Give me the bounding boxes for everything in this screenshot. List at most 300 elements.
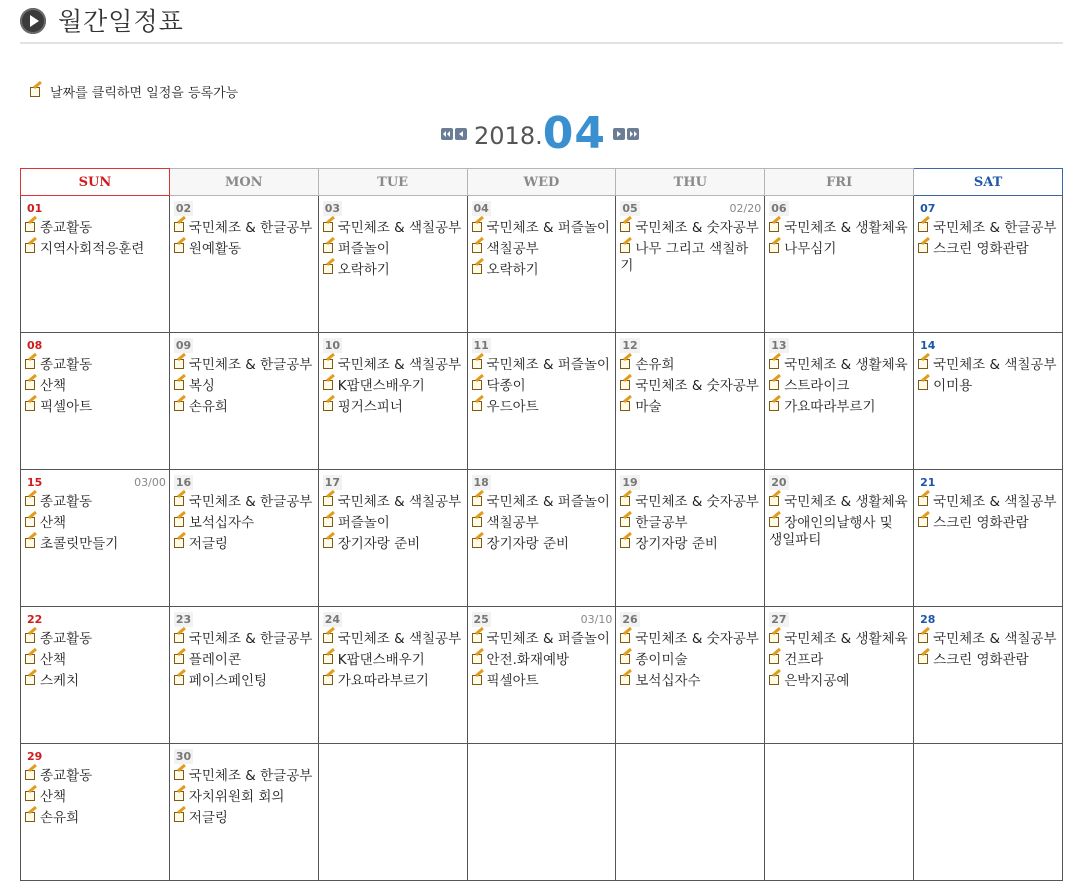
memo-pencil-icon [174, 632, 188, 644]
lunar-date: 02/20 [729, 202, 762, 215]
day-cell-header [174, 748, 315, 766]
day-cell-header [323, 611, 464, 629]
memo-pencil-icon [769, 495, 783, 507]
day-cell[interactable] [467, 333, 616, 470]
event-item[interactable] [25, 220, 166, 237]
day-number-link[interactable]: 14 [920, 339, 936, 352]
event-title: 종교활동 [40, 494, 93, 510]
event-item[interactable] [323, 220, 464, 237]
memo-pencil-icon [918, 632, 932, 644]
day-number-link[interactable]: 17 [324, 476, 340, 489]
calendar-week-row [21, 333, 1063, 470]
event-title: 장기자랑 준비 [635, 536, 718, 552]
event-item[interactable] [769, 378, 910, 395]
event-item[interactable] [323, 262, 464, 279]
registration-hint [30, 82, 238, 101]
day-number-link[interactable]: 27 [771, 613, 787, 626]
empty-day-cell [914, 744, 1063, 881]
event-item[interactable] [472, 262, 613, 279]
memo-pencil-icon [25, 242, 39, 254]
memo-pencil-icon [472, 495, 486, 507]
event-title: 종교활동 [40, 220, 93, 236]
memo-pencil-icon [620, 653, 634, 665]
event-item[interactable] [472, 673, 613, 690]
event-title: 색칠공부 [486, 241, 539, 257]
memo-pencil-icon [620, 495, 634, 507]
event-item[interactable] [174, 357, 315, 374]
day-cell[interactable] [914, 333, 1063, 470]
day-number-link[interactable]: 25 [473, 613, 489, 626]
event-item[interactable] [918, 652, 1059, 669]
event-item[interactable] [769, 357, 910, 374]
day-number-link[interactable]: 28 [920, 613, 936, 626]
next-month-icon[interactable] [613, 128, 625, 140]
event-item[interactable] [25, 515, 166, 532]
event-item[interactable] [472, 494, 613, 511]
memo-pencil-icon [769, 358, 783, 370]
event-item[interactable] [620, 494, 761, 511]
event-item[interactable] [769, 399, 910, 416]
event-item[interactable] [25, 673, 166, 690]
event-title: 오락하기 [337, 262, 390, 278]
memo-pencil-icon [174, 811, 188, 823]
memo-pencil-icon [472, 221, 486, 233]
event-item[interactable] [25, 378, 166, 395]
event-title: 스크린 영화관람 [933, 652, 1029, 668]
memo-pencil-icon [25, 769, 39, 781]
memo-pencil-icon [769, 400, 783, 412]
event-item[interactable] [472, 631, 613, 648]
day-number-link[interactable]: 30 [175, 750, 192, 763]
event-title: 스크린 영화관람 [933, 515, 1029, 531]
play-circle-icon [20, 8, 46, 34]
day-cell-header [769, 474, 910, 492]
day-cell-header [323, 337, 464, 355]
event-title: 국민체조 & 색칠공부 [933, 631, 1057, 647]
day-number-link[interactable]: 09 [175, 339, 192, 352]
day-cell[interactable] [169, 196, 318, 333]
event-title: 이미용 [933, 378, 973, 394]
event-title: 마술 [635, 399, 662, 415]
event-title: 지역사회적응훈련 [40, 241, 145, 257]
day-cell[interactable] [616, 333, 765, 470]
day-cell[interactable] [616, 196, 765, 333]
memo-pencil-icon [174, 790, 188, 802]
event-item[interactable] [918, 631, 1059, 648]
month-navigation [0, 108, 1080, 159]
day-number-link[interactable]: 12 [622, 339, 638, 352]
memo-pencil-icon [620, 221, 634, 233]
memo-pencil-icon [472, 653, 486, 665]
day-number-link[interactable]: 29 [27, 750, 43, 763]
event-title: 스트라이크 [784, 378, 850, 394]
event-item[interactable] [620, 673, 761, 690]
memo-pencil-icon [25, 221, 39, 233]
day-number-link[interactable]: 26 [622, 613, 638, 626]
memo-pencil-icon [918, 221, 932, 233]
memo-pencil-icon [25, 516, 39, 528]
event-item[interactable] [620, 515, 761, 532]
event-item[interactable] [323, 357, 464, 374]
memo-pencil-icon [620, 674, 634, 686]
event-item[interactable] [25, 399, 166, 416]
event-item[interactable] [323, 241, 464, 258]
memo-pencil-icon [323, 263, 337, 275]
day-cell-header [25, 748, 166, 766]
event-title: 나무심기 [784, 241, 837, 257]
event-title: 손유희 [40, 810, 80, 826]
memo-pencil-icon [323, 632, 337, 644]
event-title: 스크린 영화관람 [933, 241, 1029, 257]
next-year-icon[interactable] [627, 128, 639, 140]
event-title: 국민체조 & 한글공부 [188, 631, 313, 647]
event-title: 우드아트 [486, 399, 539, 415]
memo-pencil-icon [323, 516, 337, 528]
day-cell[interactable] [765, 470, 914, 607]
lunar-date: 03/10 [580, 613, 613, 626]
weekday-header: SUN [21, 169, 170, 196]
day-cell-header [25, 474, 166, 492]
memo-pencil-icon [323, 221, 337, 233]
memo-pencil-icon [174, 674, 188, 686]
day-cell-header [25, 337, 166, 355]
event-title: 플레이콘 [188, 652, 242, 668]
day-cell[interactable] [914, 470, 1063, 607]
event-title: 국민체조 & 한글공부 [188, 220, 313, 236]
day-cell-header [174, 611, 315, 629]
day-cell[interactable] [169, 744, 318, 881]
event-title: 오락하기 [486, 262, 539, 278]
day-cell[interactable] [318, 333, 467, 470]
weekday-header: THU [616, 169, 765, 196]
event-title: 국민체조 & 퍼즐놀이 [486, 220, 610, 236]
memo-pencil-icon [472, 242, 486, 254]
day-cell[interactable] [318, 470, 467, 607]
event-item[interactable] [769, 241, 910, 258]
event-title: 은박지공예 [784, 673, 850, 689]
current-year: 2018. [474, 121, 543, 150]
day-cell-header [174, 474, 315, 492]
event-item[interactable] [620, 357, 761, 374]
day-cell[interactable] [169, 333, 318, 470]
event-item[interactable] [472, 241, 613, 258]
memo-pencil-icon [918, 358, 932, 370]
event-item[interactable] [918, 241, 1059, 258]
event-title: 나무 그리고 색칠하기 [620, 241, 749, 274]
day-cell[interactable] [765, 196, 914, 333]
event-item[interactable] [620, 220, 761, 237]
day-cell[interactable] [169, 470, 318, 607]
event-item[interactable] [323, 536, 464, 553]
event-item[interactable] [174, 536, 315, 553]
weekday-header: MON [169, 169, 318, 196]
event-title: 국민체조 & 색칠공부 [933, 357, 1057, 373]
event-item[interactable] [323, 673, 464, 690]
event-item[interactable] [323, 399, 464, 416]
event-item[interactable] [472, 220, 613, 237]
event-item[interactable] [174, 494, 315, 511]
memo-pencil-icon [769, 632, 783, 644]
event-item[interactable] [323, 378, 464, 395]
memo-pencil-icon [472, 632, 486, 644]
event-item[interactable] [620, 241, 761, 275]
day-cell[interactable] [318, 196, 467, 333]
memo-pencil-icon [25, 495, 39, 507]
event-item[interactable] [323, 515, 464, 532]
event-item[interactable] [323, 652, 464, 669]
event-title: 장기자랑 준비 [486, 536, 570, 552]
day-cell[interactable] [169, 607, 318, 744]
day-number-link[interactable]: 07 [920, 202, 936, 215]
day-cell[interactable] [318, 607, 467, 744]
hint-text: 날짜를 클릭하면 일정을 등록가능 [50, 86, 239, 101]
event-item[interactable] [174, 673, 315, 690]
event-item[interactable] [472, 399, 613, 416]
day-cell[interactable] [616, 607, 765, 744]
event-title: 장애인의날행사 및 생일파티 [769, 515, 893, 548]
page-header [20, 0, 1063, 44]
event-item[interactable] [25, 357, 166, 374]
memo-pencil-icon [174, 495, 188, 507]
calendar-body [21, 196, 1063, 881]
event-title: 국민체조 & 퍼즐놀이 [486, 631, 610, 647]
event-item[interactable] [769, 631, 910, 648]
weekday-header: FRI [765, 169, 914, 196]
event-title: 국민체조 & 색칠공부 [337, 220, 462, 236]
event-item[interactable] [25, 768, 166, 785]
event-item[interactable] [25, 631, 166, 648]
event-item[interactable] [25, 536, 166, 553]
day-number-link[interactable]: 10 [324, 339, 340, 352]
event-title: 산책 [40, 652, 67, 668]
event-item[interactable] [472, 357, 613, 374]
event-title: 국민체조 & 한글공부 [188, 357, 313, 373]
event-item[interactable] [323, 631, 464, 648]
day-cell-header [472, 200, 613, 218]
day-number-link[interactable]: 03 [324, 202, 340, 215]
day-cell[interactable] [467, 196, 616, 333]
memo-pencil-icon [769, 221, 783, 233]
event-title: 가요따라부르기 [337, 673, 429, 689]
lunar-date: 03/00 [134, 476, 166, 489]
event-item[interactable] [918, 515, 1059, 532]
memo-pencil-icon [323, 495, 337, 507]
event-title: 국민체조 & 숫자공부 [635, 631, 759, 647]
day-cell-header [620, 611, 761, 629]
day-number-link[interactable]: 20 [771, 476, 787, 489]
day-cell[interactable] [616, 470, 765, 607]
event-item[interactable] [620, 378, 761, 395]
memo-pencil-icon [472, 537, 486, 549]
event-title: 종교활동 [40, 631, 93, 647]
event-item[interactable] [769, 673, 910, 690]
memo-pencil-icon [174, 379, 188, 391]
event-item[interactable] [769, 220, 910, 237]
event-title: 국민체조 & 생활체육 [784, 631, 908, 647]
memo-pencil-icon [620, 242, 634, 254]
day-number-link[interactable]: 11 [473, 339, 489, 352]
event-title: 손유희 [188, 399, 228, 415]
event-item[interactable] [25, 494, 166, 511]
event-item[interactable] [174, 789, 315, 806]
memo-pencil-icon [323, 653, 337, 665]
day-number-link[interactable]: 02 [175, 202, 192, 215]
event-item[interactable] [25, 241, 166, 258]
event-item[interactable] [918, 220, 1059, 237]
event-item[interactable] [769, 652, 910, 669]
event-item[interactable] [620, 652, 761, 669]
event-title: 보석십자수 [188, 515, 255, 531]
day-number-link[interactable]: 21 [920, 476, 936, 489]
event-title: 저글링 [188, 536, 228, 552]
memo-pencil-icon [620, 400, 634, 412]
day-cell[interactable] [765, 333, 914, 470]
memo-pencil-icon [769, 674, 783, 686]
event-item[interactable] [472, 515, 613, 532]
current-month: 04 [542, 108, 606, 159]
prev-year-icon[interactable] [441, 128, 453, 140]
event-item[interactable] [174, 810, 315, 827]
day-cell-header [25, 200, 166, 218]
day-number-link[interactable]: 05 [622, 202, 638, 215]
empty-day-cell [467, 744, 616, 881]
day-number-link[interactable]: 24 [324, 613, 340, 626]
day-cell[interactable] [21, 607, 170, 744]
memo-pencil-icon [25, 674, 39, 686]
memo-pencil-icon [25, 358, 39, 370]
event-title: 국민체조 & 한글공부 [933, 220, 1057, 236]
event-title: 픽셀아트 [40, 399, 93, 415]
day-cell[interactable] [914, 607, 1063, 744]
day-cell[interactable] [467, 607, 616, 744]
memo-pencil-icon [25, 537, 39, 549]
event-title: 국민체조 & 색칠공부 [337, 494, 462, 510]
event-item[interactable] [472, 536, 613, 553]
event-item[interactable] [620, 631, 761, 648]
event-title: 복싱 [188, 378, 215, 394]
day-cell-header [769, 200, 910, 218]
event-item[interactable] [769, 515, 910, 549]
memo-pencil-icon [323, 242, 337, 254]
event-title: 국민체조 & 한글공부 [188, 768, 313, 784]
event-item[interactable] [174, 378, 315, 395]
memo-pencil-icon [620, 516, 634, 528]
empty-day-cell [616, 744, 765, 881]
memo-pencil-icon [174, 653, 188, 665]
event-title: K팝댄스배우기 [337, 378, 425, 394]
day-cell[interactable] [21, 196, 170, 333]
day-number-link[interactable]: 19 [622, 476, 638, 489]
event-item[interactable] [174, 631, 315, 648]
memo-pencil-icon [918, 653, 932, 665]
event-title: 산책 [40, 515, 67, 531]
memo-pencil-icon [174, 769, 188, 781]
day-cell-header [620, 474, 761, 492]
event-title: 저글링 [188, 810, 228, 826]
event-title: 국민체조 & 한글공부 [188, 494, 313, 510]
event-item[interactable] [620, 399, 761, 416]
memo-pencil-icon [323, 379, 337, 391]
day-number-link[interactable]: 13 [771, 339, 787, 352]
event-item[interactable] [918, 494, 1059, 511]
event-item[interactable] [472, 652, 613, 669]
memo-pencil-icon [174, 242, 188, 254]
memo-pencil-icon [620, 537, 634, 549]
event-item[interactable] [918, 378, 1059, 395]
memo-pencil-icon [918, 516, 932, 528]
event-title: 핑거스피너 [337, 399, 403, 415]
event-title: 종교활동 [40, 357, 93, 373]
event-title: 산책 [40, 378, 67, 394]
memo-pencil-icon [918, 379, 932, 391]
event-item[interactable] [25, 789, 166, 806]
event-item[interactable] [174, 399, 315, 416]
event-item[interactable] [25, 810, 166, 827]
event-item[interactable] [769, 494, 910, 511]
day-cell-header [472, 474, 613, 492]
prev-month-icon[interactable] [455, 128, 467, 140]
day-cell[interactable] [21, 744, 170, 881]
day-number-link[interactable]: 22 [27, 613, 43, 626]
event-item[interactable] [323, 494, 464, 511]
day-cell-header [323, 200, 464, 218]
event-title: 손유희 [635, 357, 675, 373]
memo-pencil-icon [918, 495, 932, 507]
day-cell-header [620, 200, 761, 218]
event-title: K팝댄스배우기 [337, 652, 425, 668]
event-title: 종교활동 [40, 768, 93, 784]
empty-day-cell [765, 744, 914, 881]
day-cell[interactable] [914, 196, 1063, 333]
memo-pencil-icon [25, 632, 39, 644]
event-title: 초콜릿만들기 [40, 536, 119, 552]
day-cell[interactable] [765, 607, 914, 744]
event-item[interactable] [472, 378, 613, 395]
day-cell-header [25, 611, 166, 629]
day-cell-header [174, 337, 315, 355]
day-cell[interactable] [467, 470, 616, 607]
event-item[interactable] [174, 515, 315, 532]
event-item[interactable] [174, 220, 315, 237]
event-item[interactable] [174, 652, 315, 669]
event-item[interactable] [174, 768, 315, 785]
event-title: 퍼즐놀이 [337, 515, 390, 531]
day-cell[interactable] [21, 470, 170, 607]
weekday-header: TUE [318, 169, 467, 196]
event-item[interactable] [174, 241, 315, 258]
day-number-link[interactable]: 04 [473, 202, 489, 215]
event-title: 국민체조 & 생활체육 [784, 357, 908, 373]
event-title: 보석십자수 [635, 673, 701, 689]
day-cell-header [918, 474, 1059, 492]
day-number-link[interactable]: 23 [175, 613, 192, 626]
memo-pencil-icon [30, 86, 44, 98]
day-number-link[interactable]: 15 [27, 476, 43, 489]
day-number-link[interactable]: 06 [771, 202, 787, 215]
day-cell[interactable] [21, 333, 170, 470]
memo-pencil-icon [472, 400, 486, 412]
event-item[interactable] [620, 536, 761, 553]
day-number-link[interactable]: 01 [27, 202, 43, 215]
event-item[interactable] [25, 652, 166, 669]
day-number-link[interactable]: 16 [175, 476, 192, 489]
memo-pencil-icon [472, 674, 486, 686]
event-item[interactable] [918, 357, 1059, 374]
day-number-link[interactable]: 08 [27, 339, 43, 352]
day-cell-header [918, 200, 1059, 218]
day-number-link[interactable]: 18 [473, 476, 489, 489]
day-cell-header [323, 474, 464, 492]
